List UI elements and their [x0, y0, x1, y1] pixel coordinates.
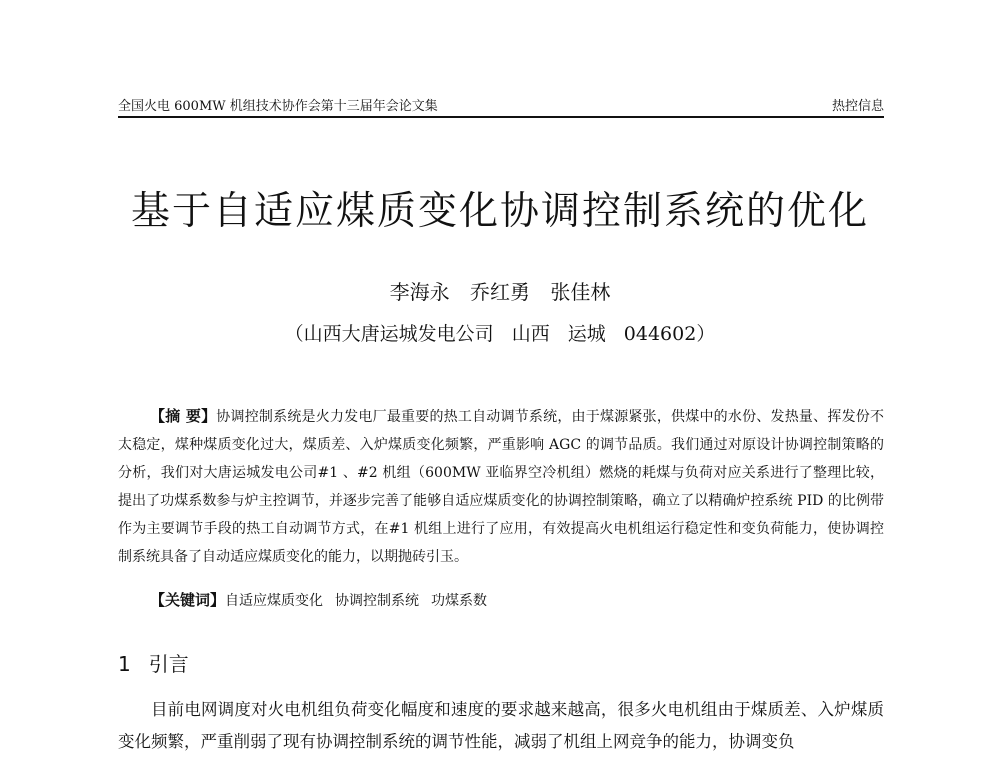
header-section-name: 热控信息: [831, 99, 884, 114]
section-number: 1: [118, 652, 131, 676]
keywords: [150, 588, 880, 613]
intro-paragraph: 目前电网调度对火电机组负荷变化幅度和速度的要求越来越高，很多火电机组由于煤质差、入炉煤质变化频繁，严重削弱了现有协调控制系统的调节性能，减弱了机组上网竞争的能力，协调变负: [118, 700, 884, 751]
keyword: 功煤系数: [431, 593, 488, 609]
running-header: [118, 92, 884, 118]
abstract-label: 【摘 要】: [150, 407, 217, 425]
keyword: 自适应煤质变化: [225, 593, 324, 609]
section-title: 引言: [148, 652, 189, 676]
abstract-text: 协调控制系统是火力发电厂最重要的热工自动调节系统，由于煤源紧张，供煤中的水份、发热量、挥发份不太稳定，煤种煤质变化过大，煤质差、入炉煤质变化频繁，严重影响 AGC 的调节品质。我们通过对原设计协调控制策略的分析，我们对大唐运城发电公司#1 、#2 机组（600MW 亚临界空冷机组）燃烧的耗煤与负荷对应关系进行了整理比较，提出了功煤系数参与炉主控调节，并逐步完善了能够自适应煤质变化的协调控制策略，确立了以精确炉控系统 PID 的比例带作为主要调节手段的热工自动调节方式，在#1 机组上进行了应用，有效提高火电机组运行稳定性和变负荷能力，使协调控制系统具备了自动适应煤质变化的能力，以期抛砖引玉。: [118, 409, 884, 565]
section-heading: [118, 648, 189, 677]
paper-title: 基于自适应煤质变化协调控制系统的优化: [130, 189, 869, 234]
header-proceedings-title: 全国火电 600MW 机组技术协作会第十三届年会论文集: [118, 99, 438, 114]
keywords-label: 【关键词】: [150, 591, 226, 609]
author-list: 李海永 乔红勇 张佳林: [389, 280, 611, 304]
author-affiliation: （山西大唐运城发电公司 山西 运城 044602）: [284, 323, 716, 345]
abstract: [118, 402, 884, 571]
keyword: 协调控制系统: [335, 593, 420, 609]
